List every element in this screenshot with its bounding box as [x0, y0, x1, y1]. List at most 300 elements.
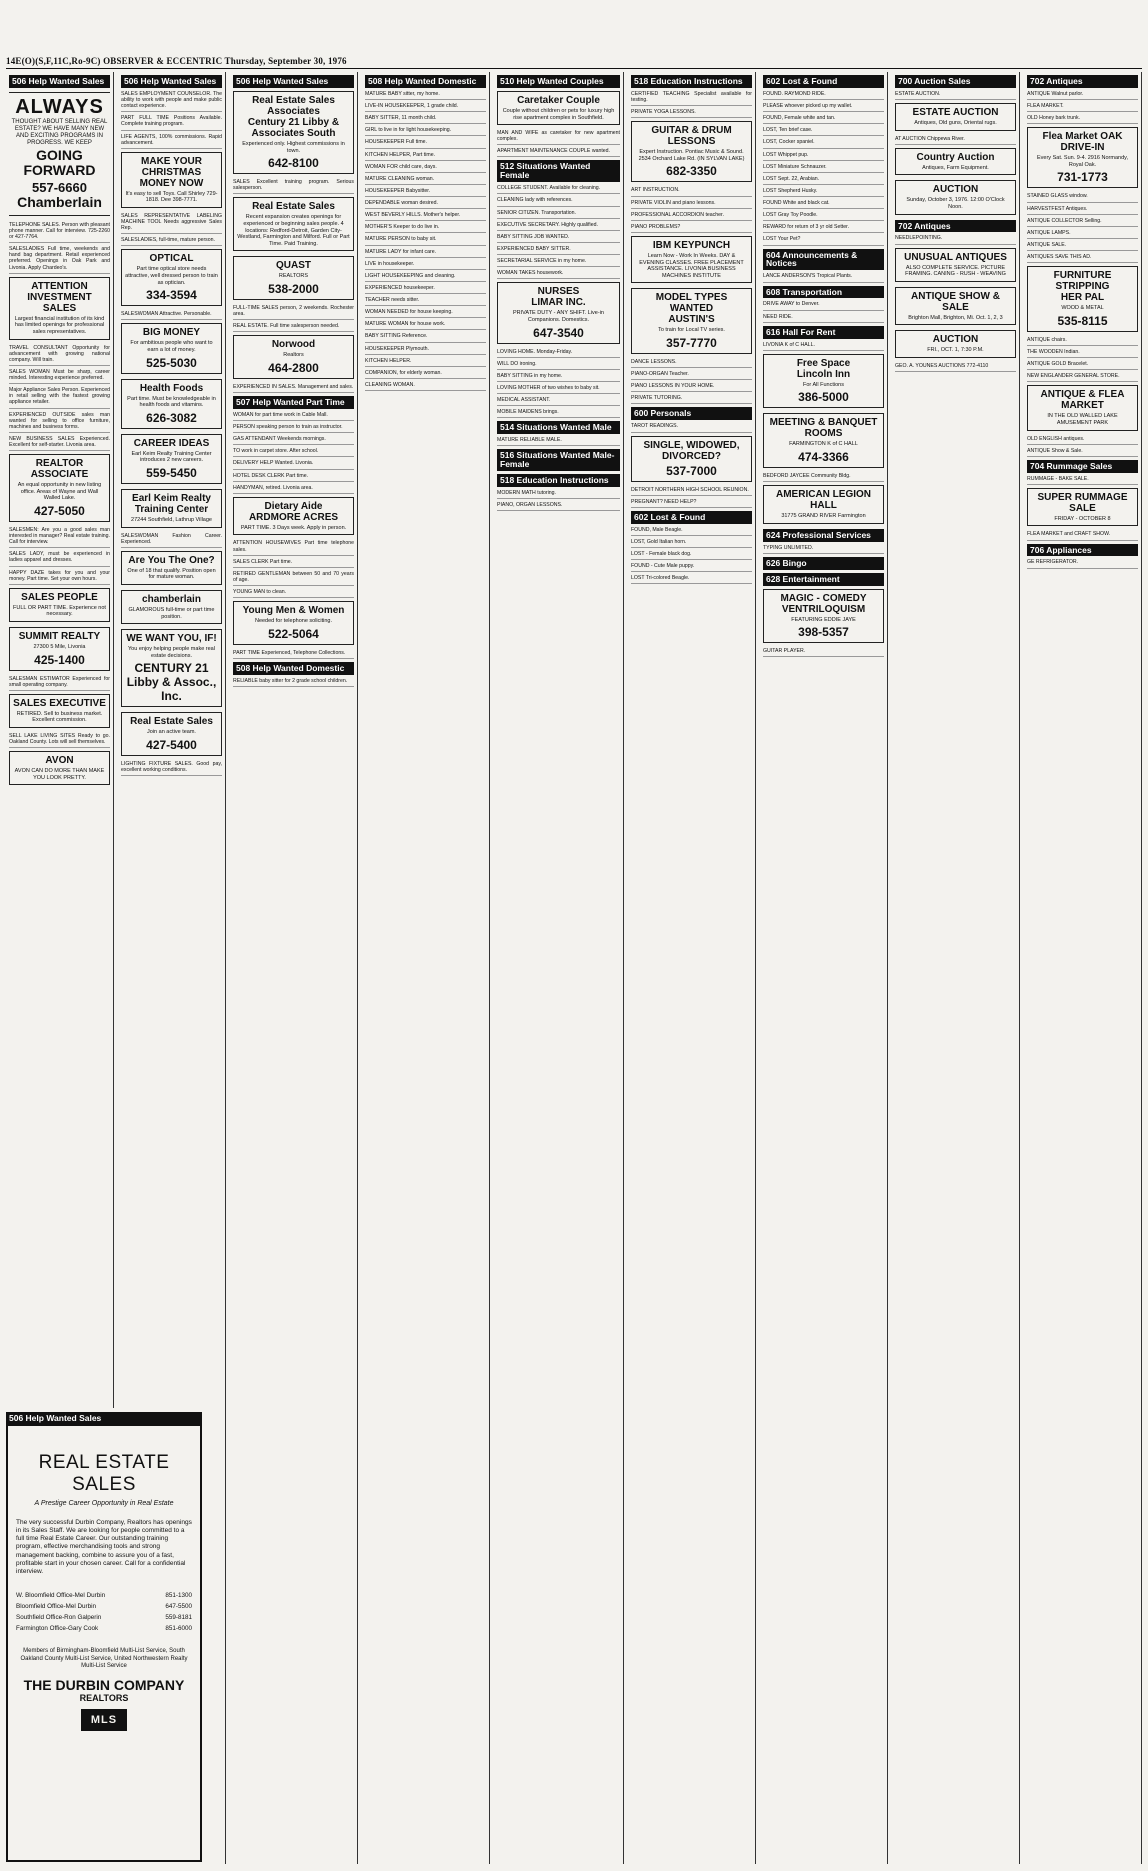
ad-subtext: Expert Instruction. Pontiac Music & Sound. 2534 Orchard Lake Rd. (IN SYLVAN LAKE): [638, 149, 745, 162]
classified-ad: SALES LADY, must be experienced in ladies apparel and dresses.: [9, 551, 110, 566]
classified-ad: APARTMENT MAINTENANCE COUPLE wanted.: [497, 148, 620, 157]
classified-ad: ANTIQUE chairs.: [1027, 337, 1138, 346]
boxed-ad: [233, 601, 354, 645]
classified-ad: ANTIQUE SALE.: [1027, 242, 1138, 251]
ad-phone: 559-5450: [146, 465, 197, 480]
section-heading: 600 Personals: [631, 407, 752, 420]
boxed-ad: [9, 694, 110, 728]
ad-subtext: You enjoy helping people make real estate decisions.: [128, 646, 215, 659]
ad-heading: MAKE YOUR CHRISTMAS MONEY NOW: [139, 155, 204, 189]
classified-ad: HARVESTFEST Antiques.: [1027, 206, 1138, 215]
classified-ad: ESTATE AUCTION.: [895, 91, 1016, 100]
boxed-ad: [1027, 266, 1138, 332]
classified-ad: FOUND - Cute Male puppy.: [631, 563, 752, 572]
ad-heading: Young Men & Women: [242, 605, 345, 617]
classified-ad: WOMAN for part time work in Cable Mall.: [233, 412, 354, 421]
ad-subtext: REALTORS: [278, 273, 309, 280]
classified-ad: THE WOODEN Indian.: [1027, 349, 1138, 358]
classified-ad: LOST Your Pet?: [763, 236, 884, 245]
ad-heading: Free Space: [796, 357, 851, 369]
office-phone: 559-8181: [165, 1613, 192, 1621]
classified-ad: LIFE AGENTS, 100% commissions. Rapid advancement.: [121, 134, 222, 149]
durbin-realtors: REALTORS: [79, 1693, 129, 1704]
classified-ad: LIGHT HOUSEKEEPING and cleaning.: [365, 273, 486, 282]
ad-heading: GUITAR & DRUM LESSONS: [651, 125, 732, 148]
ad-phone: 626-3082: [146, 410, 197, 425]
classified-ad: ART INSTRUCTION.: [631, 187, 752, 196]
masthead: 14E(O)(S,F,11C,Ro-9C) OBSERVER & ECCENTRIC Thursday, September 30, 1976: [6, 56, 1142, 69]
durbin-section-heading: 506 Help Wanted Sales: [6, 1412, 202, 1424]
ad-heading: Real Estate Sales: [130, 716, 213, 728]
boxed-ad: [631, 436, 752, 482]
classified-ad: FOUND, Female white and tan.: [763, 115, 884, 124]
ad-heading: MAGIC - COMEDY VENTRILOQUISM: [780, 592, 867, 615]
classified-ad: TAROT READINGS.: [631, 423, 752, 432]
classified-ad: NEW ENGLANDER GENERAL STORE.: [1027, 373, 1138, 382]
classified-ad: PART TIME Experienced, Telephone Collections.: [233, 650, 354, 659]
ad-phone: 474-3366: [798, 449, 849, 464]
classified-ad: HANDYMAN, retired. Livonia area.: [233, 485, 354, 494]
classified-ad: FOUND White and black cat.: [763, 200, 884, 209]
classified-ad: YOUNG MAN to clean.: [233, 589, 354, 598]
ad-subtext: RETIRED. Sell to business market. Excellent commission.: [16, 710, 103, 724]
ad-subtext: Learn Now - Work In Weeks. DAY & EVENING CLASSES. FREE PLACEMENT ASSISTANCE. LIVONIA BUSINESS MACHINES INSTITUTE: [639, 252, 744, 279]
boxed-ad: [9, 751, 110, 785]
section-heading: 507 Help Wanted Part Time: [233, 396, 354, 409]
boxed-ad: [121, 379, 222, 429]
column-heading: 700 Auction Sales: [895, 75, 1016, 88]
column-heading: 508 Help Wanted Domestic: [365, 75, 486, 88]
boxed-ad: [763, 413, 884, 468]
office-name: Bloomfield Office-Mel Durbin: [16, 1602, 97, 1610]
classified-ad: ANTIQUE LAMPS.: [1027, 230, 1138, 239]
ad-heading: SALES PEOPLE: [21, 591, 98, 603]
classified-ad: HOUSEKEEPER Full time.: [365, 139, 486, 148]
classified-ad: SALES EMPLOYMENT COUNSELOR. The ability to work with people and make public contact experience.: [121, 91, 222, 112]
boxed-ad: [9, 277, 110, 340]
classified-ad: CLEANING lady with references.: [497, 197, 620, 206]
boxed-ad: [121, 590, 222, 624]
classified-ad: LANCE ANDERSON'S Tropical Plants.: [763, 273, 884, 282]
classified-column: [362, 72, 490, 1864]
column-heading: 506 Help Wanted Sales: [121, 75, 222, 88]
boxed-ad: [9, 627, 110, 671]
classified-ad: AT AUCTION Chippewa River.: [895, 136, 1016, 145]
classified-ad: PIANO-ORGAN Teacher.: [631, 371, 752, 380]
classified-ad: RETIRED GENTLEMAN between 50 and 70 years of age.: [233, 571, 354, 586]
classified-ad: WOMAN TAKES housework.: [497, 270, 620, 279]
classified-ad: PIANO, ORGAN LESSONS.: [497, 502, 620, 511]
classified-column: [1024, 72, 1142, 1864]
durbin-members: Members of Birmingham-Bloomfield Multi-List Service, South Oakland County Multi-List Service, United Northwestern Realty Multi-List Service: [20, 1647, 188, 1670]
classified-ad: NEEDLEPOINTING.: [895, 235, 1016, 244]
ad-heading: BIG MONEY: [142, 327, 201, 339]
section-heading: 518 Education Instructions: [497, 474, 620, 487]
section-heading: 704 Rummage Sales: [1027, 460, 1138, 473]
classified-ad: LOST Miniature Schnauzer.: [763, 164, 884, 173]
durbin-ad: [6, 1424, 202, 1862]
ad-heading: AUCTION: [932, 184, 979, 196]
classified-ad: MAN AND WIFE as caretaker for new apartment complex.: [497, 130, 620, 145]
ad-subtext: Recent expansion creates openings for experienced or beginning sales people. 4 locations: Redford-Detroit, Garden City-Westland, Farmington and Milford. Full or Part Time. Paid Training.: [237, 214, 350, 247]
classified-ad: CERTIFIED TEACHING Specialist available for testing.: [631, 91, 752, 106]
classified-ad: DANCE LESSONS.: [631, 359, 752, 368]
ad-heading: QUAST: [276, 260, 311, 272]
ad-heading: Are You The One?: [128, 554, 215, 566]
classified-ad: KITCHEN HELPER, Part time.: [365, 152, 486, 161]
boxed-ad: [121, 152, 222, 208]
ad-phone: 427-5400: [146, 737, 197, 752]
classified-ad: EXPERIENCED OUTSIDE sales man wanted for selling to office furniture, machines and business forms.: [9, 412, 110, 433]
ad-phone: 535-8115: [1057, 313, 1108, 328]
ad-phone: 464-2800: [268, 360, 319, 375]
boxed-ad: [1027, 488, 1138, 527]
ad-phone: 334-3594: [146, 288, 197, 303]
boxed-ad: [895, 180, 1016, 214]
classified-ad: NEED RIDE.: [763, 314, 884, 323]
boxed-ad: [233, 335, 354, 379]
classified-ad: PLEASE whoever picked up my wallet.: [763, 103, 884, 112]
classified-ad: FULL-TIME SALES person, 2 weekends. Rochester area.: [233, 305, 354, 320]
section-heading: 602 Lost & Found: [631, 511, 752, 524]
classified-ad: SALESLADIES Full time, weekends and hand bag department. Retail experienced preferred. Openings in Oak Park and Livonia. Apply Chardeo's.: [9, 246, 110, 274]
classified-ad: ANTIQUES SAVE THIS AD.: [1027, 254, 1138, 263]
ad-subtext: GLAMOROUS full-time or part time position.: [128, 606, 215, 620]
classified-ad: GEO. A. YOUNES AUCTIONS 772-4110: [895, 363, 1016, 372]
ad-heading: chamberlain: [142, 593, 201, 605]
ad-subtext: 27244 Southfield, Lathrup Village: [131, 516, 212, 523]
classified-ad: PRIVATE VIOLIN and piano lessons.: [631, 200, 752, 209]
ad-heading: MODEL TYPES WANTED: [655, 292, 728, 315]
ad-subtext: IN THE OLD WALLED LAKE AMUSEMENT PARK: [1047, 413, 1118, 426]
classified-ad: PREGNANT? NEED HELP?: [631, 499, 752, 508]
ad-heading: SUMMIT REALTY: [18, 630, 101, 642]
ad-subtext: Sunday, October 3, 1976. 12:00 O'Clock Noon.: [906, 197, 1005, 210]
ad-phone: 425-1400: [34, 652, 85, 667]
ad-phone: 427-5050: [34, 503, 85, 518]
ad-subtext: WOOD & METAL: [1061, 305, 1104, 312]
classified-ad: RUMMAGE - BAKE SALE.: [1027, 476, 1138, 485]
ad-phone: 525-5030: [146, 355, 197, 370]
classified-ad: FOUND. RAYMOND RIDE.: [763, 91, 884, 100]
ad-heading: Century 21 Libby & Associates South: [247, 116, 340, 139]
boxed-ad: [9, 588, 110, 622]
classified-ad: REAL ESTATE. Full time salesperson needed.: [233, 323, 354, 332]
classified-ad: LIGHTING FIXTURE SALES. Good pay, excellent working conditions.: [121, 761, 222, 776]
section-heading: 702 Antiques: [895, 220, 1016, 233]
column-heading: 506 Help Wanted Sales: [9, 75, 110, 88]
ad-subtext: FRI., OCT. 1, 7:30 P.M.: [927, 347, 984, 354]
classified-ad: SALES REPRESENTATIVE LABELING MACHINE TOOL Needs aggressive Sales Rep.: [121, 213, 222, 234]
ad-heading: Real Estate Sales Associates: [252, 94, 335, 117]
classified-ad: SENIOR CITIZEN. Transportation.: [497, 210, 620, 219]
ad-heading: SINGLE, WIDOWED, DIVORCED?: [643, 439, 740, 462]
classified-ad: LIVE-IN HOUSEKEEPER, 1 grade child.: [365, 103, 486, 112]
ad-phone: 538-2000: [268, 281, 319, 296]
classified-ad: GE REFRIGERATOR.: [1027, 559, 1138, 568]
boxed-ad: [121, 551, 222, 585]
classified-ad: MATURE CLEANING woman.: [365, 176, 486, 185]
durbin-offices: [16, 1590, 192, 1634]
ad-heading: FURNITURE STRIPPING: [1053, 270, 1112, 293]
ad-heading: OPTICAL: [149, 253, 194, 265]
ad-subtext: For ambitious people who want to earn a lot of money.: [130, 340, 213, 353]
boxed-ad: [631, 121, 752, 182]
boxed-ad: [895, 287, 1016, 326]
classified-ad: PROFESSIONAL ACCORDION teacher.: [631, 212, 752, 221]
ad-subtext: ALSO COMPLETE SERVICE. PICTURE FRAMING. CANING - RUSH - WEAVING: [905, 264, 1006, 278]
classified-ad: HOTEL DESK CLERK Part time.: [233, 473, 354, 482]
ad-heading: Health Foods: [139, 382, 204, 394]
classified-ad: LOST, Gold Italian horn.: [631, 539, 752, 548]
ad-heading: REALTOR ASSOCIATE: [30, 458, 89, 481]
classified-ad: STAINED GLASS window.: [1027, 193, 1138, 202]
boxed-ad: [233, 91, 354, 174]
classified-ad: TELEPHONE SALES. Person with pleasant phone manner. Call for interview. 725-2260 or 427-7764.: [9, 222, 110, 243]
boxed-ad: [763, 485, 884, 524]
classified-ad: HOUSEKEEPER Babysitter.: [365, 188, 486, 197]
ad-heading: ARDMORE ACRES: [248, 511, 339, 523]
ad-heading: Lincoln Inn: [796, 368, 851, 380]
section-heading: 616 Hall For Rent: [763, 326, 884, 339]
boxed-ad: [233, 256, 354, 300]
classified-ad: LOVING MOTHER of two wishes to baby sit.: [497, 385, 620, 394]
boxed-ad: [631, 288, 752, 354]
ad-phone: 386-5000: [798, 390, 849, 405]
office-name: Farmington Office-Gary Cook: [16, 1624, 99, 1632]
mls-logo: MLS: [81, 1709, 127, 1731]
office-row: [16, 1601, 192, 1612]
ad-phone: CENTURY 21 Libby & Assoc., Inc.: [126, 661, 217, 704]
ad-subtext: PRIVATE DUTY - ANY SHIFT. Live-in Companions. Domestics.: [513, 310, 604, 323]
display-ad-line: GOING FORWARD: [23, 146, 96, 179]
ad-subtext: Realtors: [283, 352, 304, 359]
classified-ad: LOST Tri-colored Beagle.: [631, 575, 752, 584]
classified-ad: SALES Excellent training program. Serious salesperson.: [233, 179, 354, 194]
classified-ad: PART FULL TIME Positions Available. Complete training program.: [121, 115, 222, 130]
ad-subtext: Largest financial institution of its kind has limited openings for professional sales representatives.: [14, 315, 105, 335]
classified-column: [6, 72, 114, 1408]
classified-ad: PIANO LESSONS IN YOUR HOME.: [631, 383, 752, 392]
classified-ad: MODERN MATH tutoring.: [497, 490, 620, 499]
ad-phone: 357-7770: [666, 335, 717, 350]
ad-subtext: Needed for telephone soliciting.: [254, 618, 333, 625]
classified-ad: BABY SITTING Reference.: [365, 333, 486, 342]
section-heading: 608 Transportation: [763, 286, 884, 299]
classified-column: [760, 72, 888, 1864]
display-ad-line: Chamberlain: [17, 194, 102, 211]
ad-subtext: Part time. Must be knowledgeable in health foods and vitamins.: [127, 395, 216, 409]
classified-ad: MOBILE MAIDENS brings.: [497, 409, 620, 418]
office-phone: 851-6000: [165, 1624, 192, 1632]
ad-subtext: Experienced only. Highest commissions in town.: [242, 140, 345, 154]
ad-subtext: FARMINGTON K of C HALL: [789, 441, 858, 448]
display-ad-line: THOUGHT ABOUT SELLING REAL ESTATE? WE HAVE MANY NEW AND EXCITING PROGRAMS IN PROGRESS. WE KEEP: [11, 118, 108, 147]
classified-ad: MATURE PERSON to baby sit.: [365, 236, 486, 245]
classified-ad: LOST - Female black dog.: [631, 551, 752, 560]
ad-subtext: An equal opportunity in new listing office. Areas of Wayne and Wall Walled Lake.: [17, 482, 102, 502]
classified-ad: EXPERIENCED housekeeper.: [365, 285, 486, 294]
classified-ad: WILL DO ironing.: [497, 361, 620, 370]
boxed-ad: [895, 148, 1016, 176]
ad-phone: 731-1773: [1057, 170, 1108, 185]
classified-ad: OLD ENGLISH antiques.: [1027, 436, 1138, 445]
classified-ad: LIVONIA K of C HALL.: [763, 342, 884, 351]
classified-ad: FLEA MARKET and CRAFT SHOW.: [1027, 531, 1138, 540]
classified-ad: KITCHEN HELPER.: [365, 358, 486, 367]
classified-ad: SALESWOMAN Attractive. Personable.: [121, 311, 222, 320]
boxed-ad: [1027, 385, 1138, 430]
ad-heading: ATTENTION INVESTMENT SALES: [27, 280, 92, 314]
ad-subtext: AVON CAN DO MORE THAN MAKE YOU LOOK PRETTY.: [14, 768, 105, 781]
boxed-ad: [233, 197, 354, 251]
ad-subtext: To train for Local TV series.: [658, 327, 725, 334]
ad-subtext: FULL OR PART TIME. Experience not necessary.: [13, 604, 106, 618]
classified-ad: SALESLADIES, full-time, mature person.: [121, 237, 222, 246]
classified-ad: RELIABLE baby sitter for 2 grade school children.: [233, 678, 354, 687]
boxed-ad: [121, 434, 222, 484]
office-name: Southfield Office-Ron Galperin: [16, 1613, 102, 1621]
ad-phone: 682-3350: [666, 164, 717, 179]
column-heading: 702 Antiques: [1027, 75, 1138, 88]
ad-subtext: Earl Keim Realty Training Center introduces 2 new careers.: [131, 450, 212, 464]
classified-ad: ANTIQUE GOLD Bracelet.: [1027, 361, 1138, 370]
ad-phone: 522-5064: [268, 626, 319, 641]
office-phone: 851-1300: [165, 1591, 192, 1599]
ad-subtext: Every Sat. Sun. 9-4. 2916 Normandy, Royal Oak.: [1037, 155, 1128, 168]
boxed-ad: [895, 103, 1016, 131]
classified-ad: CLEANING WOMAN.: [365, 382, 486, 391]
classified-ad: DELIVERY HELP Wanted. Livonia.: [233, 460, 354, 469]
classified-ad: REWARD for return of 3 yr old Setter.: [763, 224, 884, 233]
classified-ad: HOUSEKEEPER Plymouth.: [365, 346, 486, 355]
ad-heading: LIMAR INC.: [531, 297, 586, 309]
classified-ad: MATURE BABY sitter, my home.: [365, 91, 486, 100]
classified-ad: TO work in carpet store. After school.: [233, 448, 354, 457]
classified-ad: WEST BEVERLY HILLS. Mother's helper.: [365, 212, 486, 221]
ad-subtext: Join an active team.: [147, 729, 196, 736]
display-ad-line: 557-6660: [32, 180, 87, 196]
boxed-ad: [895, 248, 1016, 282]
ad-subtext: For All Functions: [803, 381, 844, 388]
classified-ad: MEDICAL ASSISTANT.: [497, 397, 620, 406]
office-row: [16, 1612, 192, 1623]
ad-heading: ANTIQUE SHOW & SALE: [911, 290, 1000, 313]
ad-heading: NURSES: [537, 286, 580, 298]
ad-subtext: Couple without children or pets for luxury high rise apartment complex in Southfield.: [502, 107, 615, 121]
classified-ad: PERSON speaking person to train as instructor.: [233, 424, 354, 433]
durbin-company: THE DURBIN COMPANY: [23, 1677, 185, 1694]
boxed-ad: [497, 282, 620, 343]
ad-subtext: One of 18 that qualify. Position open for mature woman.: [127, 567, 216, 581]
boxed-ad: [895, 330, 1016, 358]
classified-ad: BEDFORD JAYCEE Community Bldg.: [763, 473, 884, 482]
ad-heading: MEETING & BANQUET ROOMS: [769, 417, 878, 440]
classified-ad: WOMAN FOR child care, days.: [365, 164, 486, 173]
classified-column: [892, 72, 1020, 1864]
ad-heading: Country Auction: [916, 151, 995, 163]
ad-heading: Flea Market OAK DRIVE-IN: [1042, 131, 1123, 154]
section-heading: 512 Situations Wanted Female: [497, 160, 620, 182]
ad-subtext: 27300 5 Mile, Livonia: [33, 643, 86, 650]
ad-subtext: It's easy to sell Toys. Call Shirley 729-1818. Dee 398-7771.: [125, 190, 218, 204]
ad-heading: HER PAL: [1060, 292, 1105, 304]
classified-ad: TEACHER needs sitter.: [365, 297, 486, 306]
classified-ad: COLLEGE STUDENT. Available for cleaning.: [497, 185, 620, 194]
boxed-ad: [497, 91, 620, 125]
boxed-ad: [233, 497, 354, 536]
classified-ad: SALESMEN: Are you a good sales man interested in manager? Real estate training. Call for interview.: [9, 527, 110, 548]
classified-ad: EXPERIENCED IN SALES. Management and sales.: [233, 384, 354, 393]
ad-heading: Earl Keim Realty Training Center: [132, 492, 211, 515]
classified-ad: TYPING UNLIMITED.: [763, 545, 884, 554]
boxed-ad: [1027, 127, 1138, 188]
ad-subtext: Antiques, Old guns, Oriental rugs.: [914, 120, 997, 127]
classified-ad: ANTIQUE Show & Sale.: [1027, 448, 1138, 457]
classified-ad: EXECUTIVE SECRETARY. Highly qualified.: [497, 222, 620, 231]
ad-phone: 642-8100: [268, 156, 319, 171]
section-heading: 516 Situations Wanted Male-Female: [497, 449, 620, 471]
ad-subtext: 31775 GRAND RIVER Farmington: [781, 513, 866, 520]
classified-ad: OLD Honey bark trunk.: [1027, 115, 1138, 124]
column-heading: 518 Education Instructions: [631, 75, 752, 88]
classified-ad: ANTIQUE Walnut parlor.: [1027, 91, 1138, 100]
classified-ad: LOST Gray Toy Poodle.: [763, 212, 884, 221]
ad-phone: 537-7000: [666, 463, 717, 478]
classified-ad: MATURE WOMAN for house work.: [365, 321, 486, 330]
classified-ad: LOST Sept. 22, Arabian.: [763, 176, 884, 185]
ad-heading: AUCTION: [932, 334, 979, 346]
section-heading: 628 Entertainment: [763, 573, 884, 586]
classified-ad: MATURE RELIABLE MALE.: [497, 437, 620, 446]
classified-ad: FOUND, Male Beagle.: [631, 527, 752, 536]
classified-ad: ATTENTION HOUSEWIVES Part time telephone sales.: [233, 540, 354, 555]
classified-ad: SECRETARIAL SERVICE in my home.: [497, 258, 620, 267]
boxed-ad: [121, 629, 222, 707]
classified-ad: COMPANION, for elderly woman.: [365, 370, 486, 379]
boxed-ad: [121, 249, 222, 306]
durbin-subtitle: A Prestige Career Opportunity in Real Estate: [34, 1500, 174, 1507]
ad-subtext: Part time optical store needs attractive, well dressed person to train as optician.: [125, 266, 218, 286]
classified-ad: DEPENDABLE woman desired.: [365, 200, 486, 209]
boxed-ad: [121, 323, 222, 373]
column-heading: 506 Help Wanted Sales: [233, 75, 354, 88]
classified-ad: LIVE in housekeeper.: [365, 261, 486, 270]
classified-ad: LOST, Cocker spaniel.: [763, 139, 884, 148]
ad-heading: ESTATE AUCTION: [912, 107, 999, 119]
durbin-body: The very successful Durbin Company, Realtors has openings in its Sales Staff. We are looking for people committed to a full time Real Estate Career. Our outstanding training program, effective merchandising tools and strong management backing, combine to assure you of a fast, profitable start in your chosen career. Call for a confidential interview.: [16, 1519, 192, 1575]
classified-ad: PRIVATE YOGA LESSONS.: [631, 109, 752, 118]
section-heading: 626 Bingo: [763, 557, 884, 570]
classified-ad: SALESMAN ESTIMATOR Experienced for small operating company.: [9, 676, 110, 691]
classified-ad: BABY SITTING in my home.: [497, 373, 620, 382]
ad-subtext: Antiques, Farm Equipment.: [922, 164, 989, 171]
ad-heading: Norwood: [271, 339, 316, 351]
display-ad: [9, 92, 110, 216]
classified-ad: EXPERIENCED BABY SITTER.: [497, 246, 620, 255]
classified-ad: MOTHER'S Keeper to do live in.: [365, 224, 486, 233]
ad-heading: SUPER RUMMAGE SALE: [1037, 491, 1128, 514]
office-row: [16, 1623, 192, 1634]
classified-ad: LOST, Ten brief case.: [763, 127, 884, 136]
ad-heading: WE WANT YOU, IF!: [126, 633, 217, 645]
classified-ad: NEW BUSINESS SALES Experienced. Excellent for self-starter. Livonia area.: [9, 436, 110, 451]
ad-heading: AMERICAN LEGION HALL: [776, 489, 871, 512]
ad-subtext: FEATURING EDDIE JAYE: [791, 616, 856, 623]
classified-ad: PIANO PROBLEMS?: [631, 224, 752, 233]
boxed-ad: [763, 354, 884, 409]
classified-ad: GUITAR PLAYER.: [763, 648, 884, 657]
